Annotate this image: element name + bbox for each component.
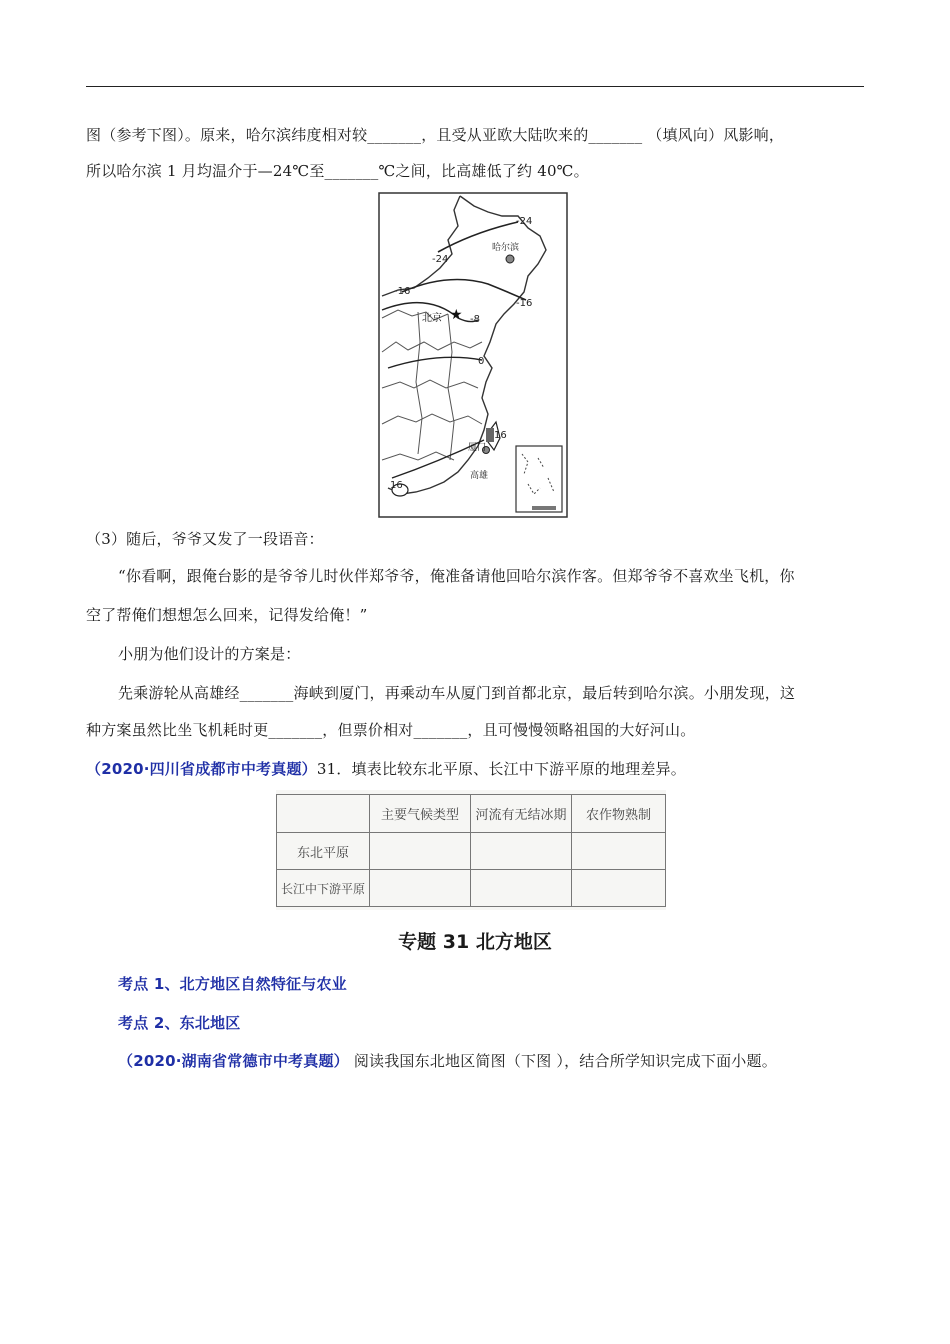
isotherm-value: -24 — [516, 216, 533, 227]
isotherm-value: 16 — [390, 480, 403, 491]
table-header: 主要气候类型 — [370, 795, 471, 833]
isotherm-value: -16 — [394, 286, 411, 297]
paragraph-line-1: 图（参考下图）。原来，哈尔滨纬度相对较_______，且受从亚欧大陆吹来的_______ （填风向）风影响， — [86, 126, 785, 144]
table-header: 河流有无结冰期 — [471, 795, 572, 833]
south-china-sea-inset — [516, 446, 562, 512]
paragraph-line-2: 所以哈尔滨 1 月均温介于—24℃至_______℃之间，比高雄低了约 40℃。 — [86, 162, 589, 180]
harbin-label: 哈尔滨 — [492, 243, 520, 253]
point-2-heading: 考点 2、东北地区 — [118, 1014, 241, 1032]
table-header — [277, 795, 370, 833]
q3-line-2: “你看啊，跟俺台影的是爷爷儿时伙伴郑爷爷，俺准备请他回哈尔滨作客。但郑爷爷不喜欢坐飞机，你 — [118, 567, 795, 585]
china-isotherm-map — [378, 192, 568, 518]
section-title: 专题 31 北方地区 — [398, 931, 552, 953]
q3-line-4: 小朋为他们设计的方案是： — [118, 645, 301, 663]
q31-line — [86, 758, 686, 779]
table-cell — [370, 833, 471, 870]
changde-question-line — [118, 1050, 777, 1071]
q3-line-5: 先乘游轮从高雄经_______海峡到厦门，再乘动车从厦门到首都北京，最后转到哈尔滨。小朋发现，这 — [118, 684, 796, 702]
beijing-label: 北京 — [422, 313, 442, 324]
q3-line-3: 空了帮俺们想想怎么回来，记得发给俺！” — [86, 606, 368, 624]
table-cell — [370, 870, 471, 907]
q31-source: （2020·四川省成都市中考真题） — [86, 760, 317, 778]
table-row-label: 东北平原 — [277, 833, 370, 870]
kaohsiung-label: 高雄 — [470, 471, 489, 481]
table-row-label: 长江中下游平原 — [277, 870, 370, 907]
changde-text: 阅读我国东北地区简图（下图 ），结合所学知识完成下面小题。 — [348, 1052, 777, 1070]
table-cell — [471, 833, 572, 870]
q3-line-6: 种方案虽然比坐飞机耗时更_______，但票价相对_______，且可慢慢领略祖国的大好河山。 — [86, 721, 696, 739]
table-header: 农作物熟制 — [572, 795, 666, 833]
beijing-star-icon: ★ — [450, 307, 463, 323]
isotherm-value: -16 — [516, 298, 533, 309]
point-1-heading: 考点 1、北方地区自然特征与农业 — [118, 975, 347, 993]
isotherm-value: 16 — [494, 430, 507, 441]
isotherm-value: -8 — [470, 314, 480, 325]
changde-source: （2020·湖南省常德市中考真题） — [118, 1052, 349, 1070]
table-cell — [572, 833, 666, 870]
isotherm-value: -24 — [432, 254, 449, 265]
isotherm-value: 0 — [478, 356, 485, 367]
q3-line-1: （3）随后，爷爷又发了一段语音： — [86, 530, 324, 548]
q31-text: 31．填表比较东北平原、长江中下游平原的地理差异。 — [316, 760, 686, 778]
header-rule — [86, 86, 864, 87]
table-cell — [471, 870, 572, 907]
comparison-table — [276, 790, 666, 910]
harbin-dot — [506, 255, 514, 263]
xiamen-label: 厦门 — [468, 443, 487, 453]
table-cell — [572, 870, 666, 907]
